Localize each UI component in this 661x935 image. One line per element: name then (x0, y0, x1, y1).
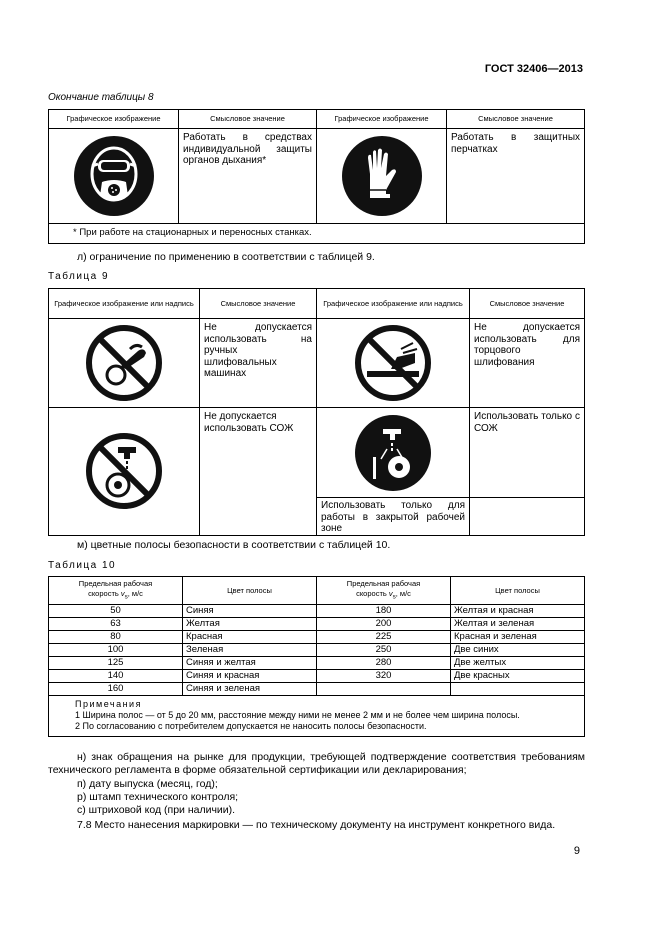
note-1: 1 Ширина полос — от 5 до 20 мм, расстояние между ними не менее 2 мм и не более чем ширина полосы. (75, 710, 520, 720)
table10-header-speed: Предельная рабочая скорость $v_s$, м/с (317, 577, 451, 605)
table8-meaning: Работать в защитных перчатках (447, 129, 585, 224)
table8-header: Графическое изображение (49, 110, 179, 129)
table9 (48, 288, 585, 536)
table8-caption: Окончание таблицы 8 (48, 92, 154, 103)
no-face-grinding-icon (353, 323, 433, 403)
table9-header: Смысловое значение (200, 289, 317, 319)
table9-header: Смысловое значение (470, 289, 585, 319)
table10-notes (49, 696, 585, 737)
table-row: 140 Синяя и красная 320 Две красных (49, 670, 585, 683)
item-p: п) дату выпуска (месяц, год); (77, 778, 218, 790)
no-handheld-grinder-icon (84, 323, 164, 403)
table9-empty-cell (470, 498, 585, 536)
table8-header: Смысловое значение (179, 110, 317, 129)
table8-header: Графическое изображение (317, 110, 447, 129)
gloves-icon (340, 134, 424, 218)
item-s: с) штриховой код (при наличии). (77, 804, 236, 816)
table9-header: Графическое изображение или надпись (317, 289, 470, 319)
table-row: 63 Желтая 200 Желтая и зеленая (49, 618, 585, 631)
no-handheld-grinder-sign (49, 319, 200, 408)
page-number: 9 (573, 845, 580, 857)
table-row: 80 Красная 225 Красная и зеленая (49, 631, 585, 644)
table10 (48, 576, 585, 737)
table9-meaning: Не допускается использовать на ручных шлифовальных машинах (200, 319, 317, 408)
table9-meaning: Использовать только с СОЖ (470, 408, 585, 498)
table9-meaning: Не допускается использовать для торцового шлифования (470, 319, 585, 408)
table9-meaning: Не допускается использовать СОЖ (200, 408, 317, 536)
notes-title: Примечания (75, 699, 142, 709)
no-coolant-icon (84, 431, 164, 511)
table-row: 160 Синяя и зеленая (49, 683, 585, 696)
table8-footnote: * При работе на стационарных и переносных станках. (49, 224, 585, 244)
item-r: р) штамп технического контроля; (77, 791, 239, 803)
no-coolant-sign (49, 408, 200, 536)
standard-header: ГОСТ 32406—2013 (484, 63, 583, 75)
item-n: н) знак обращения на рынке для продукции, требующей подтверждение соответствия требованиям технического регламента в форме обязательной сертификации или декларирования; (48, 751, 585, 776)
table10-caption: Таблица 10 (48, 560, 117, 571)
item-m: м) цветные полосы безопасности в соответствии с таблицей 10. (77, 539, 391, 551)
no-face-grinding-sign (317, 319, 470, 408)
note-2: 2 По согласованию с потребителем допускается не наносить полосы безопасности. (75, 721, 427, 731)
gloves-sign (317, 129, 447, 224)
table8 (48, 109, 585, 244)
table9-closed-zone: Использовать только для работы в закрытой рабочей зоне (317, 498, 470, 536)
table9-header: Графическое изображение или надпись (49, 289, 200, 319)
table-row: 125 Синяя и желтая 280 Две желтых (49, 657, 585, 670)
table10-header-color: Цвет полосы (183, 577, 317, 605)
item-7-8: 7.8 Место нанесения маркировки — по техническому документу на инструмент конкретного вида. (77, 819, 556, 831)
use-coolant-icon (353, 413, 433, 493)
table-row: 50 Синяя 180 Желтая и красная (49, 605, 585, 618)
table10-header-speed: Предельная рабочая скорость $v_s$, м/с (49, 577, 183, 605)
table-row: 100 Зеленая 250 Две синих (49, 644, 585, 657)
respirator-sign (49, 129, 179, 224)
respirator-icon (72, 134, 156, 218)
table8-header: Смысловое значение (447, 110, 585, 129)
table8-meaning: Работать в средствах индивидуальной защиты органов дыхания* (179, 129, 317, 224)
use-coolant-sign (317, 408, 470, 498)
table9-caption: Таблица 9 (48, 271, 110, 282)
item-l: л) ограничение по применению в соответствии с таблицей 9. (77, 251, 375, 263)
table10-header-color: Цвет полосы (451, 577, 585, 605)
